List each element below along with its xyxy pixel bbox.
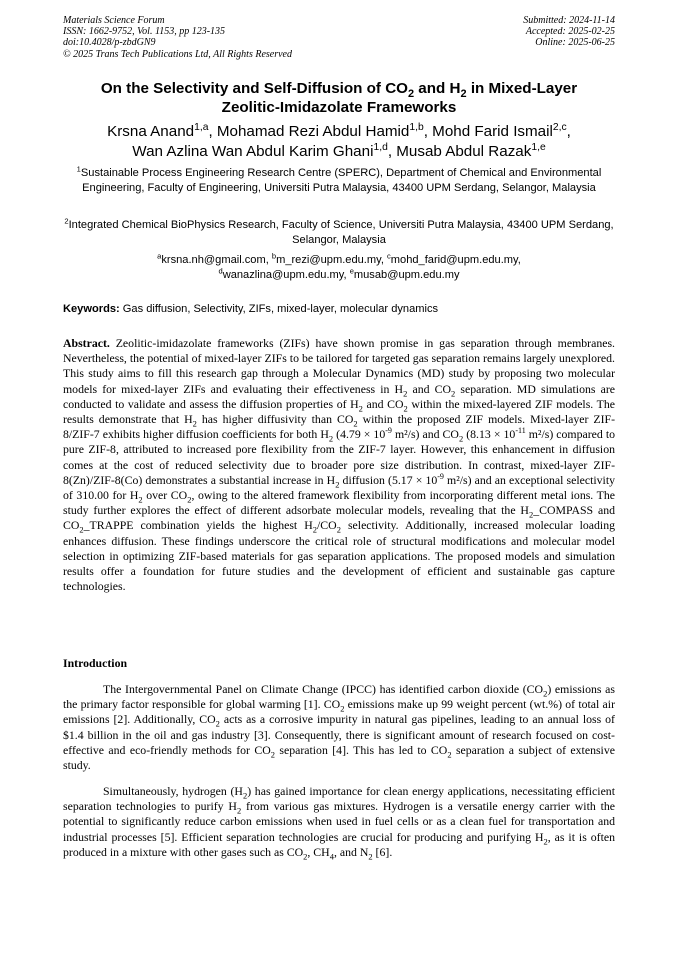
section-heading-introduction: Introduction [63, 656, 128, 670]
abstract-label: Abstract. [63, 336, 110, 350]
author: , Mohd Farid Ismail [423, 123, 553, 140]
journal-name: Materials Science Forum [63, 15, 165, 26]
submitted-date: Submitted: 2024-11-14 [523, 15, 615, 26]
issn: ISSN: 1662-9752, Vol. 1153, pp 123-135 [63, 26, 226, 38]
keywords [63, 302, 615, 317]
author: Wan Azlina Wan Abdul Karim Ghani [132, 142, 374, 160]
email-link[interactable]: wanazlina@upm.edu.my, [222, 269, 350, 281]
online-date: Online: 2025-06-25 [535, 37, 615, 49]
author-emails: $^a$krsna.nh@gmail.com, $^b$m_rezi@upm.edu.my, $^c$mohd_farid@upm.edu.my, $^d$wanazlina@upm.edu.my, $^e$musab@upm.edu.my [157, 251, 521, 281]
intro-paragraph-2: Simultaneously, hydrogen $(H_2)$ has gained importance for clean energy applications, necessitating efficient separation technologies to purify $H_2$ from various gas mixtures. Hydrogen is a versatile energy carrier with the potential to significantly reduce carbon emissions when used in fuel cells or as a clean fuel for transportation and industrial processes [5]. Efficient separation technologies are crucial for producing and purifying $H_2$, as it is often produced in a mixture with other gases such as $CO_2$, $CH_4$, and $N_2$ [6]. [63, 784, 615, 862]
abstract: Abstract. Zeolitic-imidazolate frameworks (ZIFs) have shown promise in gas separation through membranes. Nevertheless, the potential of mixed-layer ZIFs to be tailored for targeted gas separation remains largely unexplored. This study aims to fill this research gap through a Molecular Dynamics (MD) study by proposing two molecular models for mixed-layer ZIFs and evaluating their effectiveness in $H_2$ and $CO_2$ separation. MD simulations are conducted to validate and assess the diffusion properties of $H_2$ and $CO_2$ within the mixed-layered ZIF models. The results demonstrate that $H_2$ has higher diffusivity than $CO_2$ within the proposed ZIF models. Mixed-layer ZIF-8/ZIF-7 exhibits higher diffusion coefficients for both $H_2$ ($4.79 \times 10^{-9}$ m²/s) and $CO_2$ ($8.13 \times 10^{-11}$ m²/s) compared to pure ZIF-8, attributed to increased pore flexibility from the ZIF-7 layer. However, this enhancement in diffusion comes at the cost of reduced selectivity due to broader pore size distribution. In contrast, mixed-layer ZIF-8(Zn)/ZIF-8(Co) demonstrates a substantial increase in $H_2$ diffusion ($5.17 \times 10^{-9}$ m²/s) and an exceptional selectivity of 310.00 for $H_2$ over $CO_2$, owing to the altered framework flexibility from incorporating different metal ions. The study further explores the effect of different adsorbate molecular models, revealing that the $H_2\_COMPASS$ and $CO_2\_TRAPPE$ combination yields the highest $H_2/CO_2$ selectivity. Additionally, increased molecular loading enhances diffusion. These findings underscore the critical role of structural modifications and molecular model selection in optimizing ZIF-based materials for gas separation applications. The proposed models and simulation results offer a foundation for future studies and the development of efficient and sustainable gas capture technologies. [63, 336, 616, 594]
keywords-text: Gas diffusion, Selectivity, ZIFs, mixed-layer, molecular dynamics [119, 303, 439, 315]
email-link[interactable]: m_rezi@upm.edu.my, [276, 254, 388, 266]
email-link[interactable]: musab@upm.edu.my [353, 269, 460, 281]
accepted-date: Accepted: 2025-02-25 [525, 26, 615, 38]
author: Krsna Anand [107, 123, 195, 140]
journal-info [63, 15, 292, 60]
author-list: Krsna Anand$^{1,a}$, Mohamad Rezi Abdul Hamid$^{1,b}$, Mohd Farid Ismail$^{2,c}$, Wan Azlina Wan Abdul Karim Ghani$^{1,d}$, Musab Abdul Razak$^{1,e}$ [107, 121, 571, 160]
email-link[interactable]: krsna.nh@gmail.com, [161, 254, 272, 266]
author: , Mohamad Rezi Abdul Hamid [208, 123, 410, 140]
author: , Musab Abdul Razak [387, 142, 532, 160]
copyright: © 2025 Trans Tech Publications Ltd, All Rights Reserved [63, 48, 292, 60]
publication-dates [523, 15, 615, 49]
email-link[interactable]: mohd_farid@upm.edu.my, [390, 254, 521, 266]
doi-link[interactable]: doi:10.4028/p-zbdGN9 [63, 37, 156, 49]
paper-title: On the Selectivity and Self-Diffusion of $CO_2$ and $H_2$ in Mixed-Layer Zeolitic-Imidazolate Frameworks [100, 80, 578, 116]
affiliation-1: $^1$Sustainable Process Engineering Research Centre (SPERC), Department of Chemical and Environmental Engineering, Faculty of Engineering, Universiti Putra Malaysia, 43400 UPM Serdang, Selangor, Malaysia [76, 164, 602, 194]
affiliation-2: $^2$Integrated Chemical BioPhysics Research, Faculty of Science, Universiti Putra Malaysia, 43400 UPM Serdang, Selangor, Malaysia [64, 216, 614, 246]
keywords-label: Keywords: [63, 303, 120, 315]
intro-paragraph-1: The Intergovernmental Panel on Climate Change (IPCC) has identified carbon dioxide $(CO_2)$ emissions as the primary factor responsible for global warming [1]. $CO_2$ emissions make up 99 weight percent (wt.%) of total air emissions [2]. Additionally, $CO_2$ acts as a corrosive impurity in natural gas pipelines, leading to an annual loss of $1.4 billion in the oil and gas industry [3]. Consequently, there is significant amount of research focused on cost-effective and eco-friendly methods for $CO_2$ separation [4]. This has led to $CO_2$ separation a subject of extensive study. [63, 682, 615, 773]
